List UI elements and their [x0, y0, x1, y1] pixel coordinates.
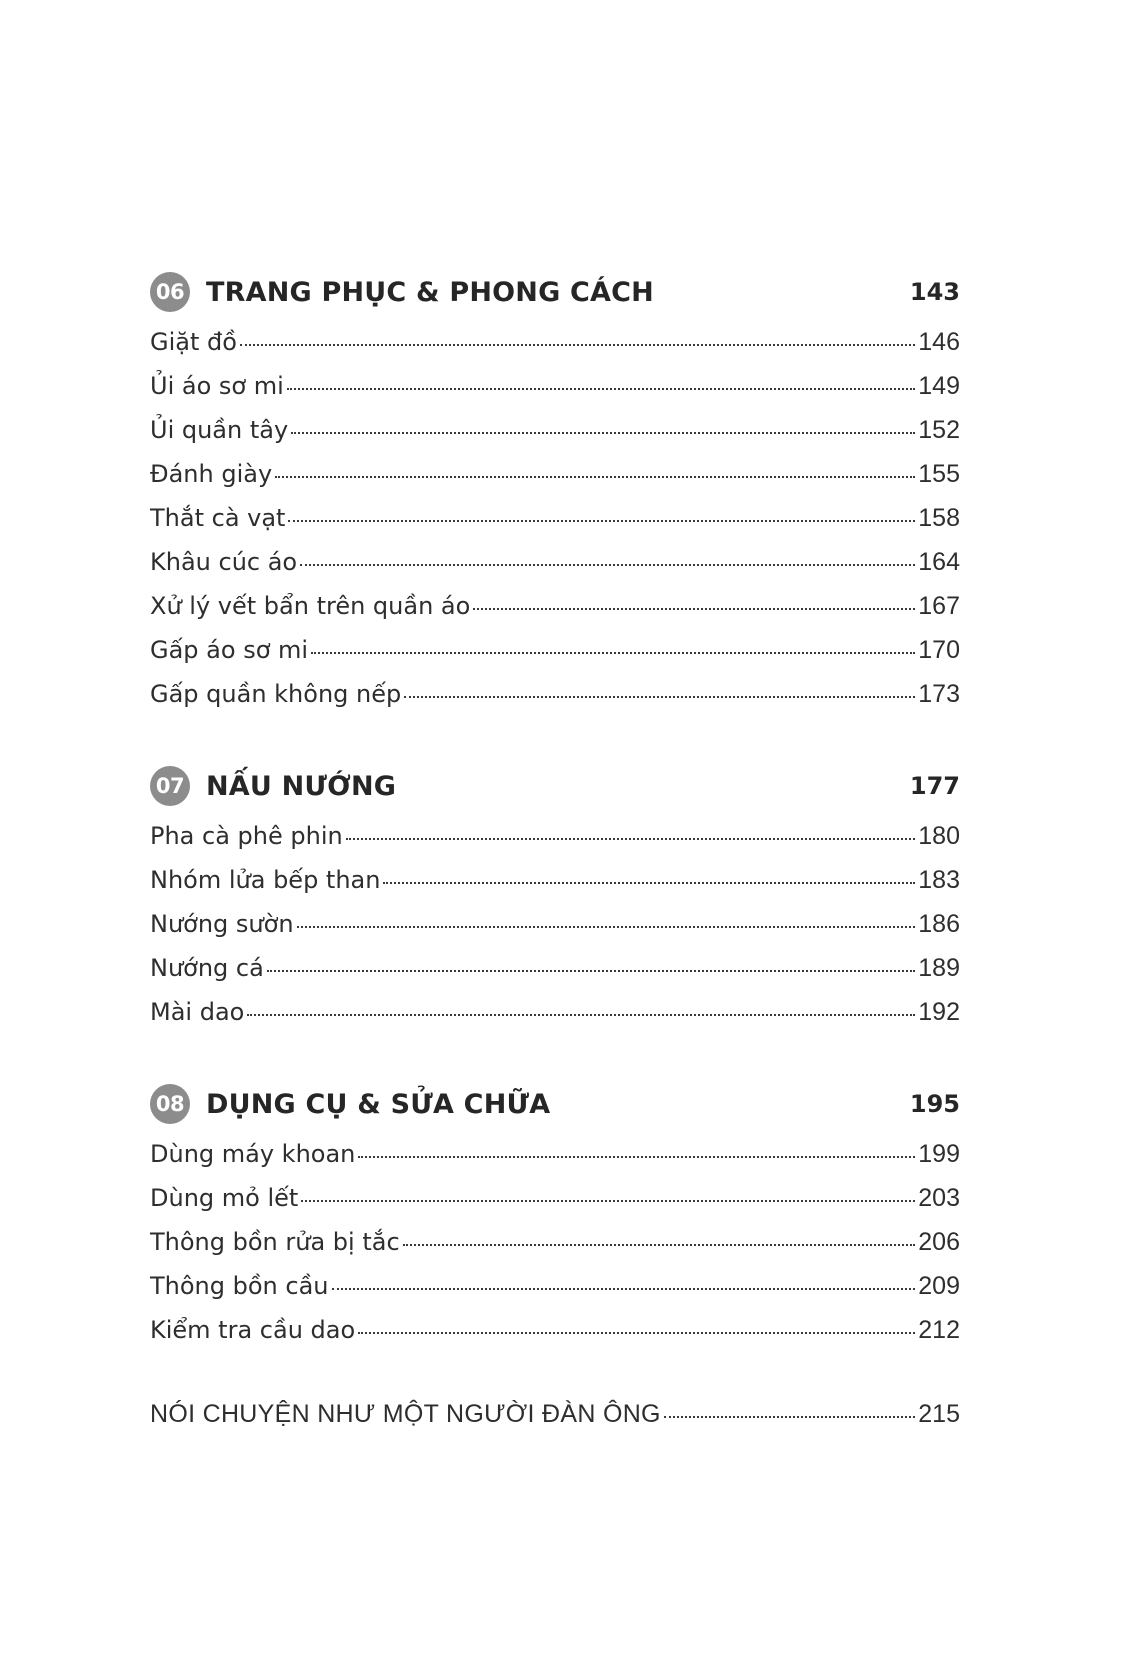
entry-page-number: 149 [918, 372, 960, 400]
dot-leader [311, 652, 915, 654]
dot-leader [404, 696, 915, 698]
table-of-contents [150, 270, 960, 1444]
chapter-title: DỤNG CỤ & SỬA CHỮA [206, 1088, 551, 1120]
entry-title: Gấp quần không nếp [150, 680, 402, 708]
dot-leader [288, 520, 915, 522]
entry-title: Dùng mỏ lết [150, 1184, 299, 1212]
toc-entry[interactable] [150, 636, 960, 680]
entry-title: Pha cà phê phin [150, 822, 343, 850]
chapter-number-badge: 06 [150, 272, 190, 312]
chapter-page-number: 177 [909, 772, 960, 800]
entry-title: Thông bồn rửa bị tắc [150, 1228, 400, 1256]
dot-leader [291, 432, 915, 434]
toc-entry[interactable] [150, 328, 960, 372]
chapter-08 [150, 1082, 960, 1360]
entry-page-number: 164 [918, 548, 960, 576]
entry-title: Khâu cúc áo [150, 548, 298, 576]
dot-leader [247, 1014, 915, 1016]
toc-entry[interactable] [150, 1228, 960, 1272]
toc-entry[interactable] [150, 680, 960, 724]
entry-title: Nướng cá [150, 954, 264, 982]
entry-page-number: 189 [918, 954, 960, 982]
toc-entry[interactable] [150, 1272, 960, 1316]
toc-entry[interactable] [150, 504, 960, 548]
entry-title: Gấp áo sơ mi [150, 636, 309, 664]
entry-title: Kiểm tra cầu dao [150, 1316, 356, 1344]
entry-title: Mài dao [150, 998, 245, 1026]
chapter-06 [150, 270, 960, 724]
toc-entry[interactable] [150, 822, 960, 866]
entry-page-number: 183 [918, 866, 960, 894]
chapter-heading[interactable] [150, 270, 960, 314]
entry-page-number: 186 [918, 910, 960, 938]
toc-entry[interactable] [150, 1140, 960, 1184]
toc-entry[interactable] [150, 1316, 960, 1360]
entry-page-number: 158 [918, 504, 960, 532]
dot-leader [346, 838, 916, 840]
entry-title: Xử lý vết bẩn trên quần áo [150, 592, 471, 620]
entry-title: Dùng máy khoan [150, 1140, 356, 1168]
chapter-07 [150, 764, 960, 1042]
entry-page-number: 209 [918, 1272, 960, 1300]
entry-page-number: 170 [918, 636, 960, 664]
toc-entry[interactable] [150, 1184, 960, 1228]
chapter-heading[interactable] [150, 1082, 960, 1126]
dot-leader [403, 1244, 916, 1246]
entry-page-number: 152 [918, 416, 960, 444]
dot-leader [240, 344, 915, 346]
entry-page-number: 180 [918, 822, 960, 850]
entry-page-number: 212 [918, 1316, 960, 1344]
toc-entry[interactable] [150, 954, 960, 998]
dot-leader [297, 926, 916, 928]
chapter-title: NẤU NƯỚNG [206, 770, 397, 802]
toc-entry[interactable] [150, 460, 960, 504]
dot-leader [473, 608, 915, 610]
toc-entry-closing[interactable] [150, 1400, 960, 1444]
entry-page-number: 146 [918, 328, 960, 356]
entry-title: Nhóm lửa bếp than [150, 866, 381, 894]
entry-page-number: 215 [918, 1400, 960, 1428]
dot-leader [301, 1200, 915, 1202]
entry-page-number: 155 [918, 460, 960, 488]
chapter-page-number: 143 [909, 278, 960, 306]
toc-entry[interactable] [150, 416, 960, 460]
dot-leader [287, 388, 916, 390]
toc-entry[interactable] [150, 866, 960, 910]
chapter-number-badge: 07 [150, 766, 190, 806]
dot-leader [267, 970, 915, 972]
dot-leader [358, 1332, 915, 1334]
entry-page-number: 192 [918, 998, 960, 1026]
dot-leader [300, 564, 915, 566]
entry-title: Đánh giày [150, 460, 273, 488]
entry-title: Ủi áo sơ mi [150, 372, 284, 400]
toc-entry[interactable] [150, 372, 960, 416]
chapter-page-number: 195 [909, 1090, 960, 1118]
dot-leader [332, 1288, 916, 1290]
toc-entry[interactable] [150, 548, 960, 592]
dot-leader [664, 1416, 915, 1418]
entry-title: Giặt đồ [150, 328, 237, 356]
entry-title: Nướng sườn [150, 910, 294, 938]
chapter-title: TRANG PHỤC & PHONG CÁCH [206, 276, 654, 308]
dot-leader [358, 1156, 915, 1158]
toc-entry[interactable] [150, 592, 960, 636]
chapter-heading[interactable] [150, 764, 960, 808]
entry-title: Ủi quần tây [150, 416, 289, 444]
entry-page-number: 167 [918, 592, 960, 620]
chapter-number-badge: 08 [150, 1084, 190, 1124]
entry-title: NÓI CHUYỆN NHƯ MỘT NGƯỜI ĐÀN ÔNG [150, 1400, 661, 1428]
toc-entry[interactable] [150, 998, 960, 1042]
entry-page-number: 203 [918, 1184, 960, 1212]
entry-title: Thông bồn cầu [150, 1272, 329, 1300]
entry-page-number: 206 [918, 1228, 960, 1256]
entry-title: Thắt cà vạt [150, 504, 286, 532]
dot-leader [383, 882, 915, 884]
toc-entry[interactable] [150, 910, 960, 954]
entry-page-number: 173 [918, 680, 960, 708]
entry-page-number: 199 [918, 1140, 960, 1168]
dot-leader [275, 476, 915, 478]
